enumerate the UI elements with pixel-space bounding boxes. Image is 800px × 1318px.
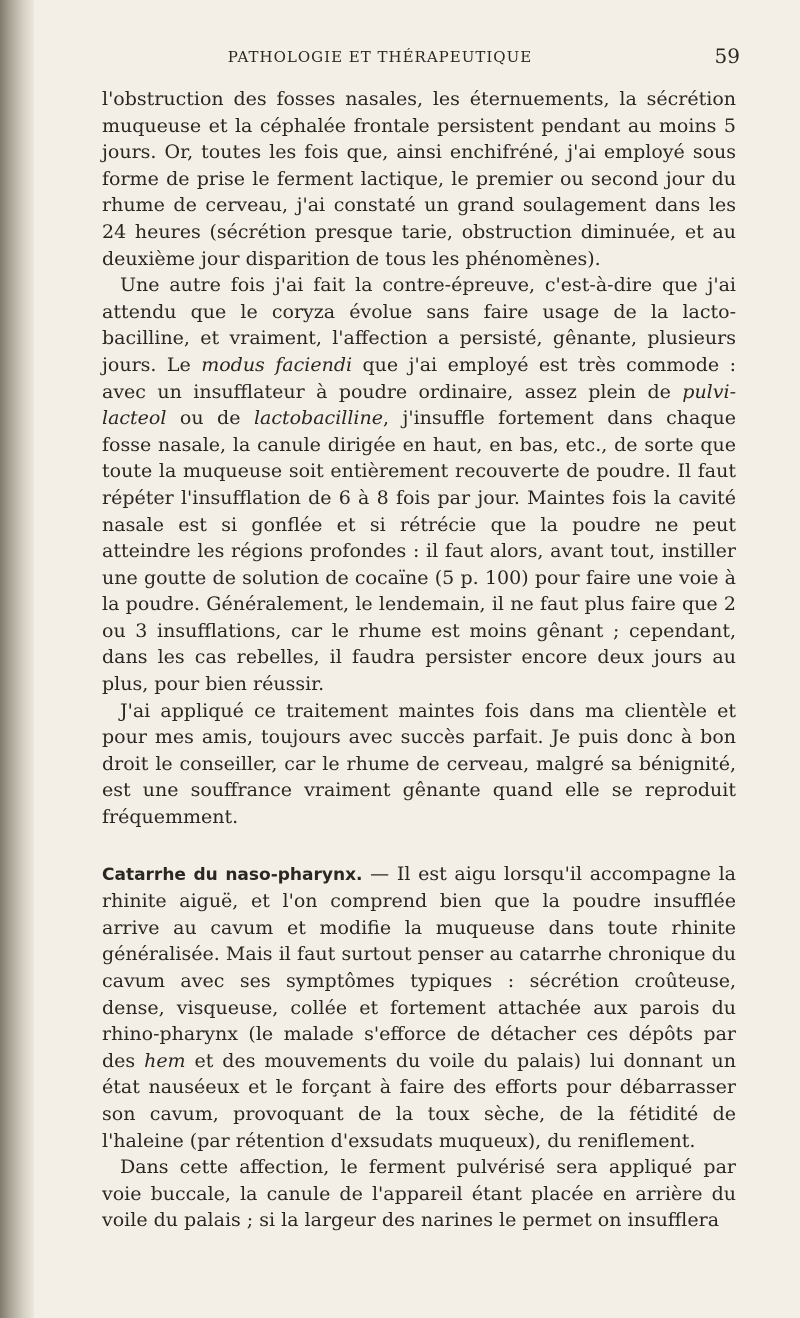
section-heading: Catarrhe du naso-pharynx. xyxy=(102,864,363,885)
italic-text: pulvi-lacteol xyxy=(102,380,736,430)
text-run: ou de xyxy=(166,407,254,430)
text-run: — Il est aigu lorsqu'il accompagne la rhinite aiguë, et l'on comprend bien que la poudre insufflée arrive au cavum et modifie la muqueuse dans toute rhinite généralisée. Mais il faut surtout penser au catarrhe chronique du cavum avec ses symptômes typiques : sécrétion croûteuse, dense, visqueuse, collée et fortement attachée aux parois du rhino-pharynx (le malade s'efforce de détacher ces dépôts par des xyxy=(102,862,736,1072)
running-title: PATHOLOGIE ET THÉRAPEUTIQUE xyxy=(227,48,533,66)
italic-text: lactobacilline xyxy=(253,407,383,430)
italic-text: hem xyxy=(144,1049,186,1072)
paragraph-2 xyxy=(102,272,736,698)
page-header xyxy=(100,44,740,72)
text-run: Une autre fois j'ai fait la contre-épreuve, c'est-à-dire que j'ai attendu que le coryza évolue sans faire usage de la lacto-bacilline, et vraiment, l'affection a persisté, gênante, plusieurs jours. Le xyxy=(102,274,736,376)
paragraph-5 xyxy=(102,1154,736,1234)
body-text xyxy=(102,86,736,1234)
italic-text: modus faciendi xyxy=(201,353,353,376)
paragraph-1 xyxy=(102,86,736,272)
text-run: Dans cette affection, le ferment pulvérisé sera appliqué par voie buccale, la canule de l'appareil étant placée en arrière du voile du palais ; si la largeur des narines le permet on insufflera xyxy=(102,1156,736,1232)
text-run: et des mouvements du voile du palais) lui donnant un état nauséeux et le forçant à faire des efforts pour débarrasser son cavum, provoquant de la toux sèche, de la fétidité de l'haleine (par rétention d'exsudats muqueux), du reniflement. xyxy=(102,1049,736,1152)
text-run: , j'insuffle fortement dans chaque fosse nasale, la canule dirigée en haut, en bas, etc., de sorte que toute la muqueuse soit entièrement recouverte de poudre. Il faut répéter l'insufflation de 6 à 8 fois par jour. Maintes fois la cavité nasale est si gonflée et si rétrécie que la poudre ne peut atteindre les régions profondes : il faut alors, avant tout, instiller une goutte de solution de cocaïne (5 p. 100) pour faire une voie à la poudre. Généralement, le lendemain, il ne faut plus faire que 2 ou 3 insufflations, car le rhume est moins gênant ; cependant, dans les cas rebelles, il faudra persister encore deux jours au plus, pour bien réussir. xyxy=(102,407,737,696)
text-run: J'ai appliqué ce traitement maintes fois dans ma clientèle et pour mes amis, toujours avec succès parfait. Je puis donc à bon droit le conseiller, car le rhume de cerveau, malgré sa bénignité, est une souffrance vraiment gênante quand elle se reproduit fréquemment. xyxy=(102,699,736,829)
page-number: 59 xyxy=(714,44,740,68)
text-run: que j'ai employé est très commode : avec un insufflateur à poudre ordinaire, assez plein de xyxy=(102,353,736,403)
paragraph-section-catarrhe xyxy=(102,861,736,1155)
paragraph-3 xyxy=(102,698,736,831)
text-run: l'obstruction des fosses nasales, les éternuements, la sécrétion muqueuse et la céphalée frontale persistent pendant au moins 5 jours. Or, toutes les fois que, ainsi enchifréné, j'ai employé sous forme de prise le ferment lactique, le premier ou second jour du rhume de cerveau, j'ai constaté un grand soulagement dans les 24 heures (sécrétion presque tarie, obstruction diminuée, et au deuxième jour disparition de tous les phénomènes). xyxy=(102,88,736,270)
book-spine-shadow xyxy=(0,0,34,1318)
